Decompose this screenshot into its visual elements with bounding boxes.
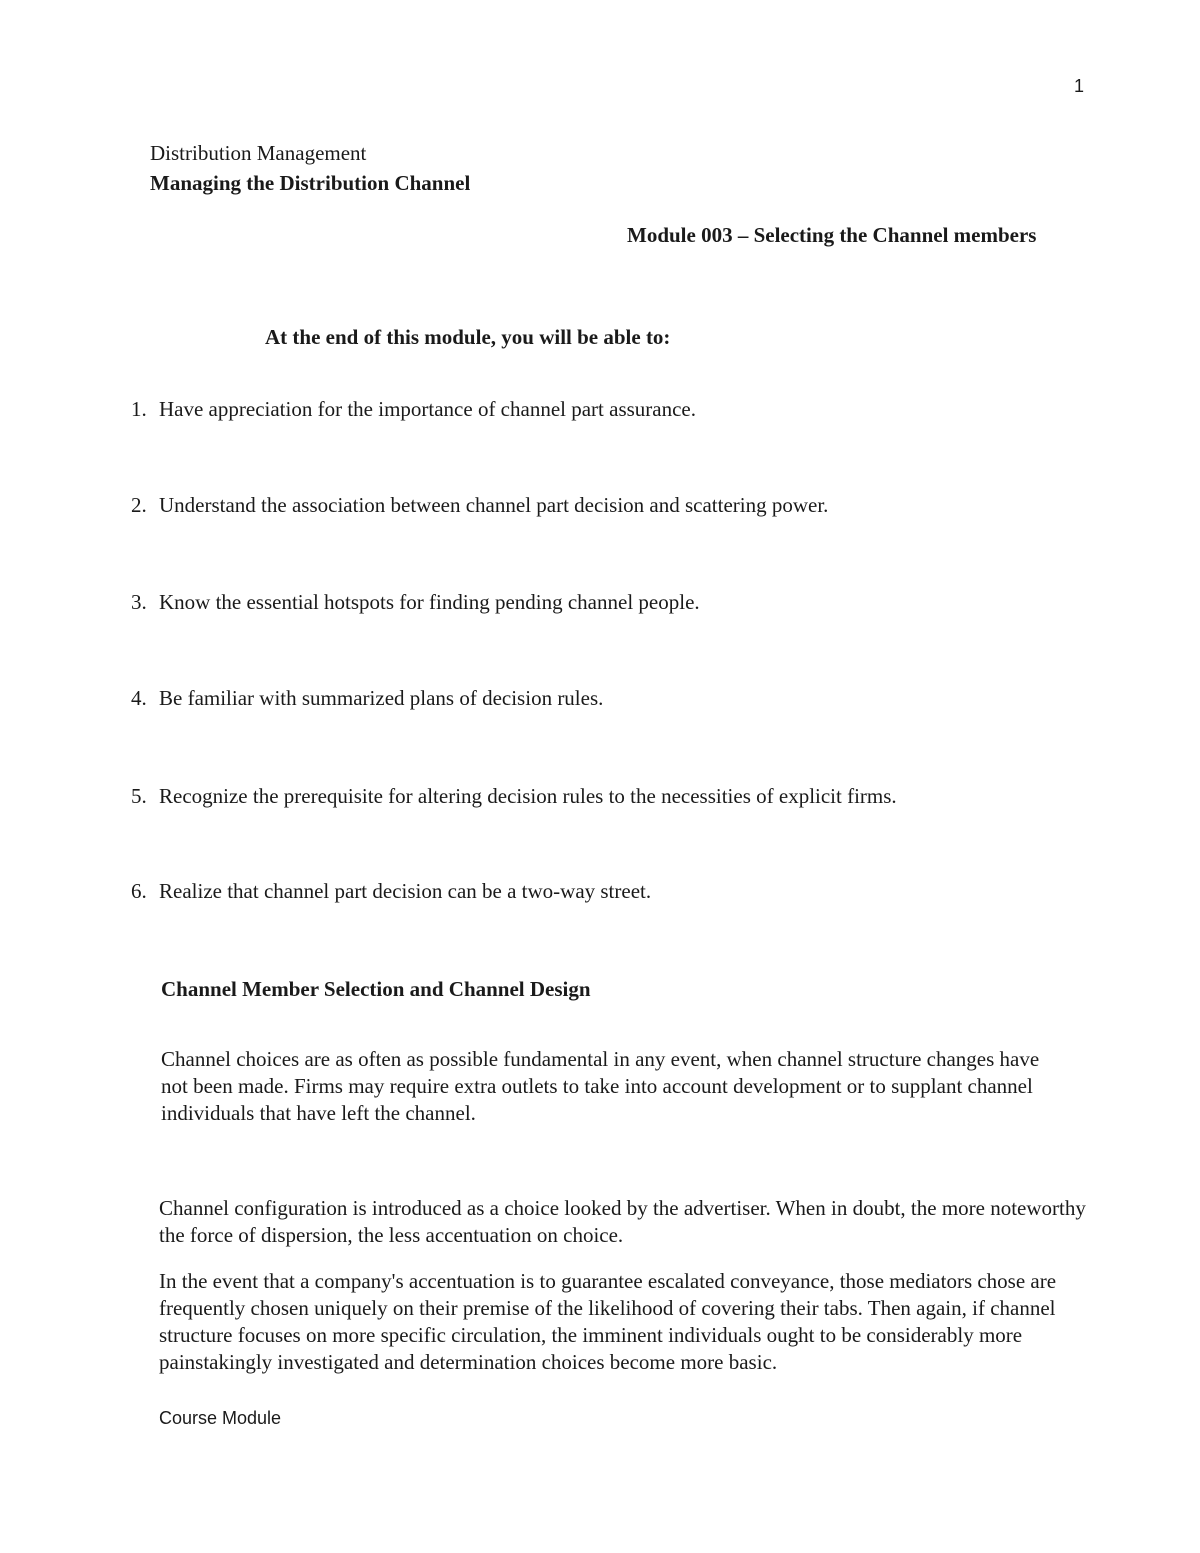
objective-number: 2. [131, 493, 147, 517]
objective-text: Understand the association between channel part decision and scattering power. [159, 493, 829, 517]
objectives-intro: At the end of this module, you will be able to: [265, 325, 671, 349]
course-subtitle: Managing the Distribution Channel [150, 171, 471, 195]
objective-item-2 [131, 493, 828, 518]
objective-text: Be familiar with summarized plans of decision rules. [159, 686, 604, 710]
objective-item-3 [131, 590, 700, 615]
section-heading: Channel Member Selection and Channel Design [161, 977, 591, 1001]
objective-text: Have appreciation for the importance of channel part assurance. [159, 397, 696, 421]
objective-text: Know the essential hotspots for finding pending channel people. [159, 590, 700, 614]
objective-number: 4. [131, 686, 147, 710]
objective-item-4 [131, 686, 603, 711]
objective-number: 5. [131, 784, 147, 808]
paragraph-channel-configuration: Channel configuration is introduced as a choice looked by the advertiser. When in doubt, the more noteworthy the force of dispersion, the less accentuation on choice. [159, 1196, 1086, 1247]
objective-text: Realize that channel part decision can be a two-way street. [159, 879, 652, 903]
footer-label: Course Module [159, 1408, 282, 1428]
paragraph-intensive-distribution: In the event that a company's accentuation is to guarantee escalated conveyance, those mediators chose are frequently chosen uniquely on their premise of the likelihood of covering their tabs. Then again, if channel structure focuses on more specific circulation, the imminent individuals ought to be considerably more painstakingly investigated and determination choices become more basic. [159, 1269, 1057, 1374]
objective-item-1 [131, 397, 696, 422]
objective-number: 1. [131, 397, 147, 421]
paragraph-channel-choices: Channel choices are as often as possible fundamental in any event, when channel structure changes have not been made. Firms may require extra outlets to take into account development or to supplant channel individuals that have left the channel. [161, 1047, 1040, 1125]
objective-text: Recognize the prerequisite for altering decision rules to the necessities of explicit firms. [159, 784, 897, 808]
course-title: Distribution Management [150, 141, 367, 165]
page-number: 1 [1074, 76, 1085, 96]
objective-number: 6. [131, 879, 147, 903]
objective-item-5 [131, 784, 897, 809]
module-title: Module 003 – Selecting the Channel members [627, 223, 1037, 247]
objective-item-6 [131, 879, 651, 904]
objective-number: 3. [131, 590, 147, 614]
